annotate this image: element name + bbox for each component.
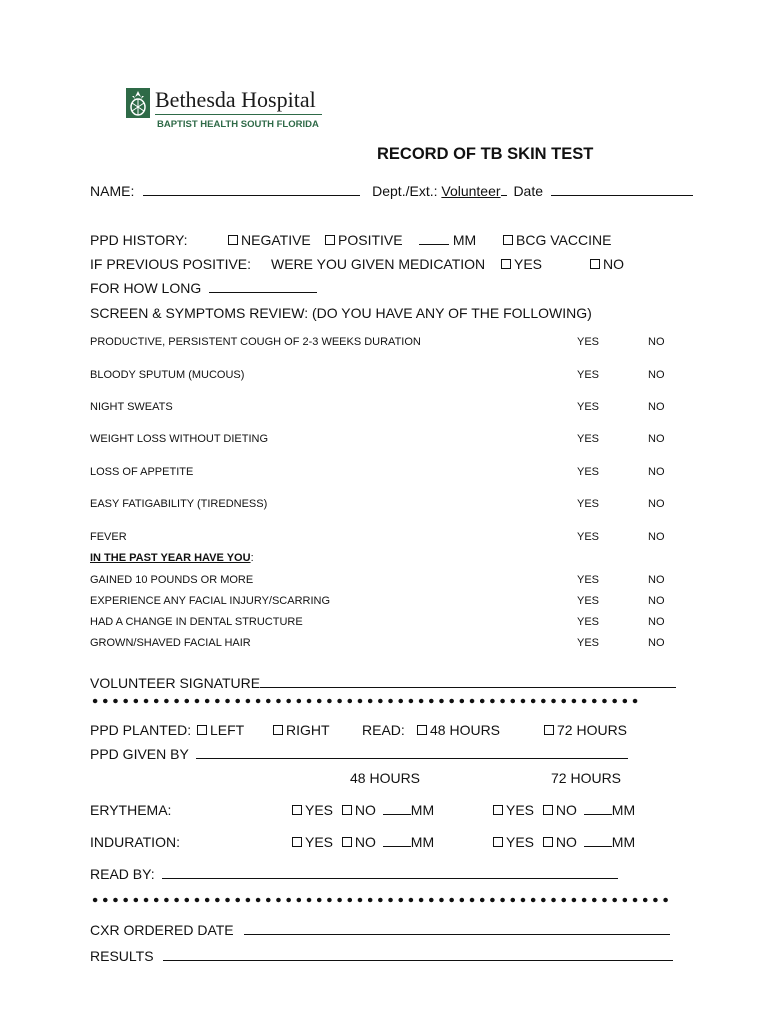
name-label: NAME: (90, 183, 135, 199)
checkbox-icon[interactable] (292, 805, 302, 815)
symptom-no[interactable]: NO (648, 369, 665, 381)
ppd-given-by-row (90, 746, 628, 762)
past-year-label: EXPERIENCE ANY FACIAL INJURY/SCARRING (90, 595, 331, 607)
dotted-separator (90, 698, 642, 704)
ppd-history-label: PPD HISTORY: (90, 232, 188, 248)
ppd-mm-field[interactable]: MM (419, 232, 476, 248)
logo-rule (155, 114, 322, 115)
checkbox-icon[interactable] (273, 725, 283, 735)
symptom-no[interactable]: NO (648, 466, 665, 478)
mm-field[interactable] (383, 834, 411, 847)
cxr-date-field[interactable] (244, 922, 670, 935)
ppd-given-by-label: PPD GIVEN BY (90, 746, 189, 762)
erythema-label: ERYTHEMA: (90, 802, 172, 818)
symptom-yes[interactable]: YES (577, 466, 600, 478)
checkbox-icon[interactable] (325, 235, 335, 245)
read-by-label: READ BY: (90, 866, 155, 882)
date-label: Date (513, 183, 544, 199)
symptom-yes[interactable]: YES (577, 401, 600, 413)
symptom-no[interactable]: NO (648, 433, 665, 445)
results-field[interactable] (163, 948, 673, 961)
past-year-no[interactable]: NO (648, 616, 665, 628)
page-title: RECORD OF TB SKIN TEST (377, 145, 594, 163)
past-year-yes[interactable]: YES (577, 616, 600, 628)
induration-48-group: YES NO MM (292, 834, 434, 850)
ppd-planted-label: PPD PLANTED: (90, 722, 192, 738)
name-field[interactable] (143, 183, 360, 196)
symptom-label: LOSS OF APPETITE (90, 466, 194, 478)
ppd-positive-option[interactable]: POSITIVE (325, 232, 403, 248)
symptom-yes[interactable]: YES (577, 336, 600, 348)
screen-review-label: SCREEN & SYMPTOMS REVIEW: (DO YOU HAVE ANY OF THE FOLLOWING) (90, 305, 592, 321)
checkbox-icon[interactable] (503, 235, 513, 245)
symptom-label: EASY FATIGABILITY (TIREDNESS) (90, 498, 268, 510)
symptom-no[interactable]: NO (648, 401, 665, 413)
erythema-48-group: YES NO MM (292, 802, 434, 818)
checkbox-icon[interactable] (543, 837, 553, 847)
dept-value[interactable]: Volunteer (441, 183, 501, 199)
date-field[interactable] (551, 183, 693, 196)
checkbox-icon[interactable] (543, 805, 553, 815)
pineapple-logo-icon (126, 88, 150, 118)
how-long-label: FOR HOW LONG (90, 280, 202, 296)
volunteer-signature-row (90, 675, 676, 691)
planted-left-option[interactable]: LEFT (197, 722, 244, 738)
checkbox-icon[interactable] (590, 259, 600, 269)
symptom-yes[interactable]: YES (577, 531, 600, 543)
induration-72-group: YES NO MM (493, 834, 635, 850)
bcg-vaccine-option[interactable]: BCG VACCINE (503, 232, 611, 248)
past-year-heading: IN THE PAST YEAR HAVE YOU: (90, 552, 254, 564)
symptom-label: FEVER (90, 531, 127, 543)
symptom-no[interactable]: NO (648, 531, 665, 543)
symptom-label: NIGHT SWEATS (90, 401, 173, 413)
read-by-row (90, 866, 618, 882)
ppd-given-by-field[interactable] (196, 746, 628, 759)
symptom-no[interactable]: NO (648, 336, 665, 348)
symptom-yes[interactable]: YES (577, 498, 600, 510)
header-row (90, 183, 693, 199)
checkbox-icon[interactable] (493, 837, 503, 847)
results-label: RESULTS (90, 948, 154, 964)
logo-subtitle: BAPTIST HEALTH SOUTH FLORIDA (157, 119, 319, 130)
medication-yes-option[interactable]: YES (501, 256, 542, 272)
symptom-no[interactable]: NO (648, 498, 665, 510)
read-by-field[interactable] (162, 866, 618, 879)
dept-label: Dept./Ext.: (372, 183, 438, 199)
checkbox-icon[interactable] (342, 837, 352, 847)
planted-right-option[interactable]: RIGHT (273, 722, 330, 738)
checkbox-icon[interactable] (197, 725, 207, 735)
past-year-no[interactable]: NO (648, 574, 665, 586)
past-year-label: GAINED 10 POUNDS OR MORE (90, 574, 254, 586)
previous-positive-label: IF PREVIOUS POSITIVE: (90, 256, 252, 272)
results-row (90, 948, 673, 964)
induration-label: INDURATION: (90, 834, 180, 850)
cxr-row (90, 922, 670, 938)
how-long-row (90, 280, 317, 296)
read-48-option[interactable]: 48 HOURS (417, 722, 500, 738)
past-year-label: HAD A CHANGE IN DENTAL STRUCTURE (90, 616, 303, 628)
checkbox-icon[interactable] (501, 259, 511, 269)
past-year-yes[interactable]: YES (577, 574, 600, 586)
checkbox-icon[interactable] (342, 805, 352, 815)
checkbox-icon[interactable] (292, 837, 302, 847)
past-year-yes[interactable]: YES (577, 595, 600, 607)
past-year-no[interactable]: NO (648, 595, 665, 607)
dotted-separator (90, 897, 672, 903)
col-72-hours: 72 HOURS (551, 770, 622, 786)
checkbox-icon[interactable] (544, 725, 554, 735)
col-48-hours: 48 HOURS (350, 770, 421, 786)
symptom-label: WEIGHT LOSS WITHOUT DIETING (90, 433, 269, 445)
symptom-yes[interactable]: YES (577, 369, 600, 381)
medication-question: WERE YOU GIVEN MEDICATION (271, 256, 486, 272)
mm-field[interactable] (584, 802, 612, 815)
how-long-field[interactable] (209, 280, 317, 293)
mm-field[interactable] (584, 834, 612, 847)
symptom-label: PRODUCTIVE, PERSISTENT COUGH OF 2-3 WEEKS DURATION (90, 336, 421, 348)
ppd-negative-option[interactable]: NEGATIVE (228, 232, 311, 248)
symptom-yes[interactable]: YES (577, 433, 600, 445)
mm-field[interactable] (383, 802, 411, 815)
read-72-option[interactable]: 72 HOURS (544, 722, 627, 738)
checkbox-icon[interactable] (228, 235, 238, 245)
symptom-label: BLOODY SPUTUM (MUCOUS) (90, 369, 245, 381)
cxr-ordered-label: CXR ORDERED DATE (90, 922, 234, 938)
read-label: READ: (362, 722, 405, 738)
medication-no-option[interactable]: NO (590, 256, 624, 272)
past-year-label: GROWN/SHAVED FACIAL HAIR (90, 637, 251, 649)
checkbox-icon[interactable] (493, 805, 503, 815)
volunteer-signature-label: VOLUNTEER SIGNATURE (90, 675, 261, 691)
erythema-72-group: YES NO MM (493, 802, 635, 818)
volunteer-signature-field[interactable] (260, 675, 676, 688)
logo-name: Bethesda Hospital (155, 87, 316, 112)
checkbox-icon[interactable] (417, 725, 427, 735)
past-year-yes[interactable]: YES (577, 637, 600, 649)
past-year-no[interactable]: NO (648, 637, 665, 649)
